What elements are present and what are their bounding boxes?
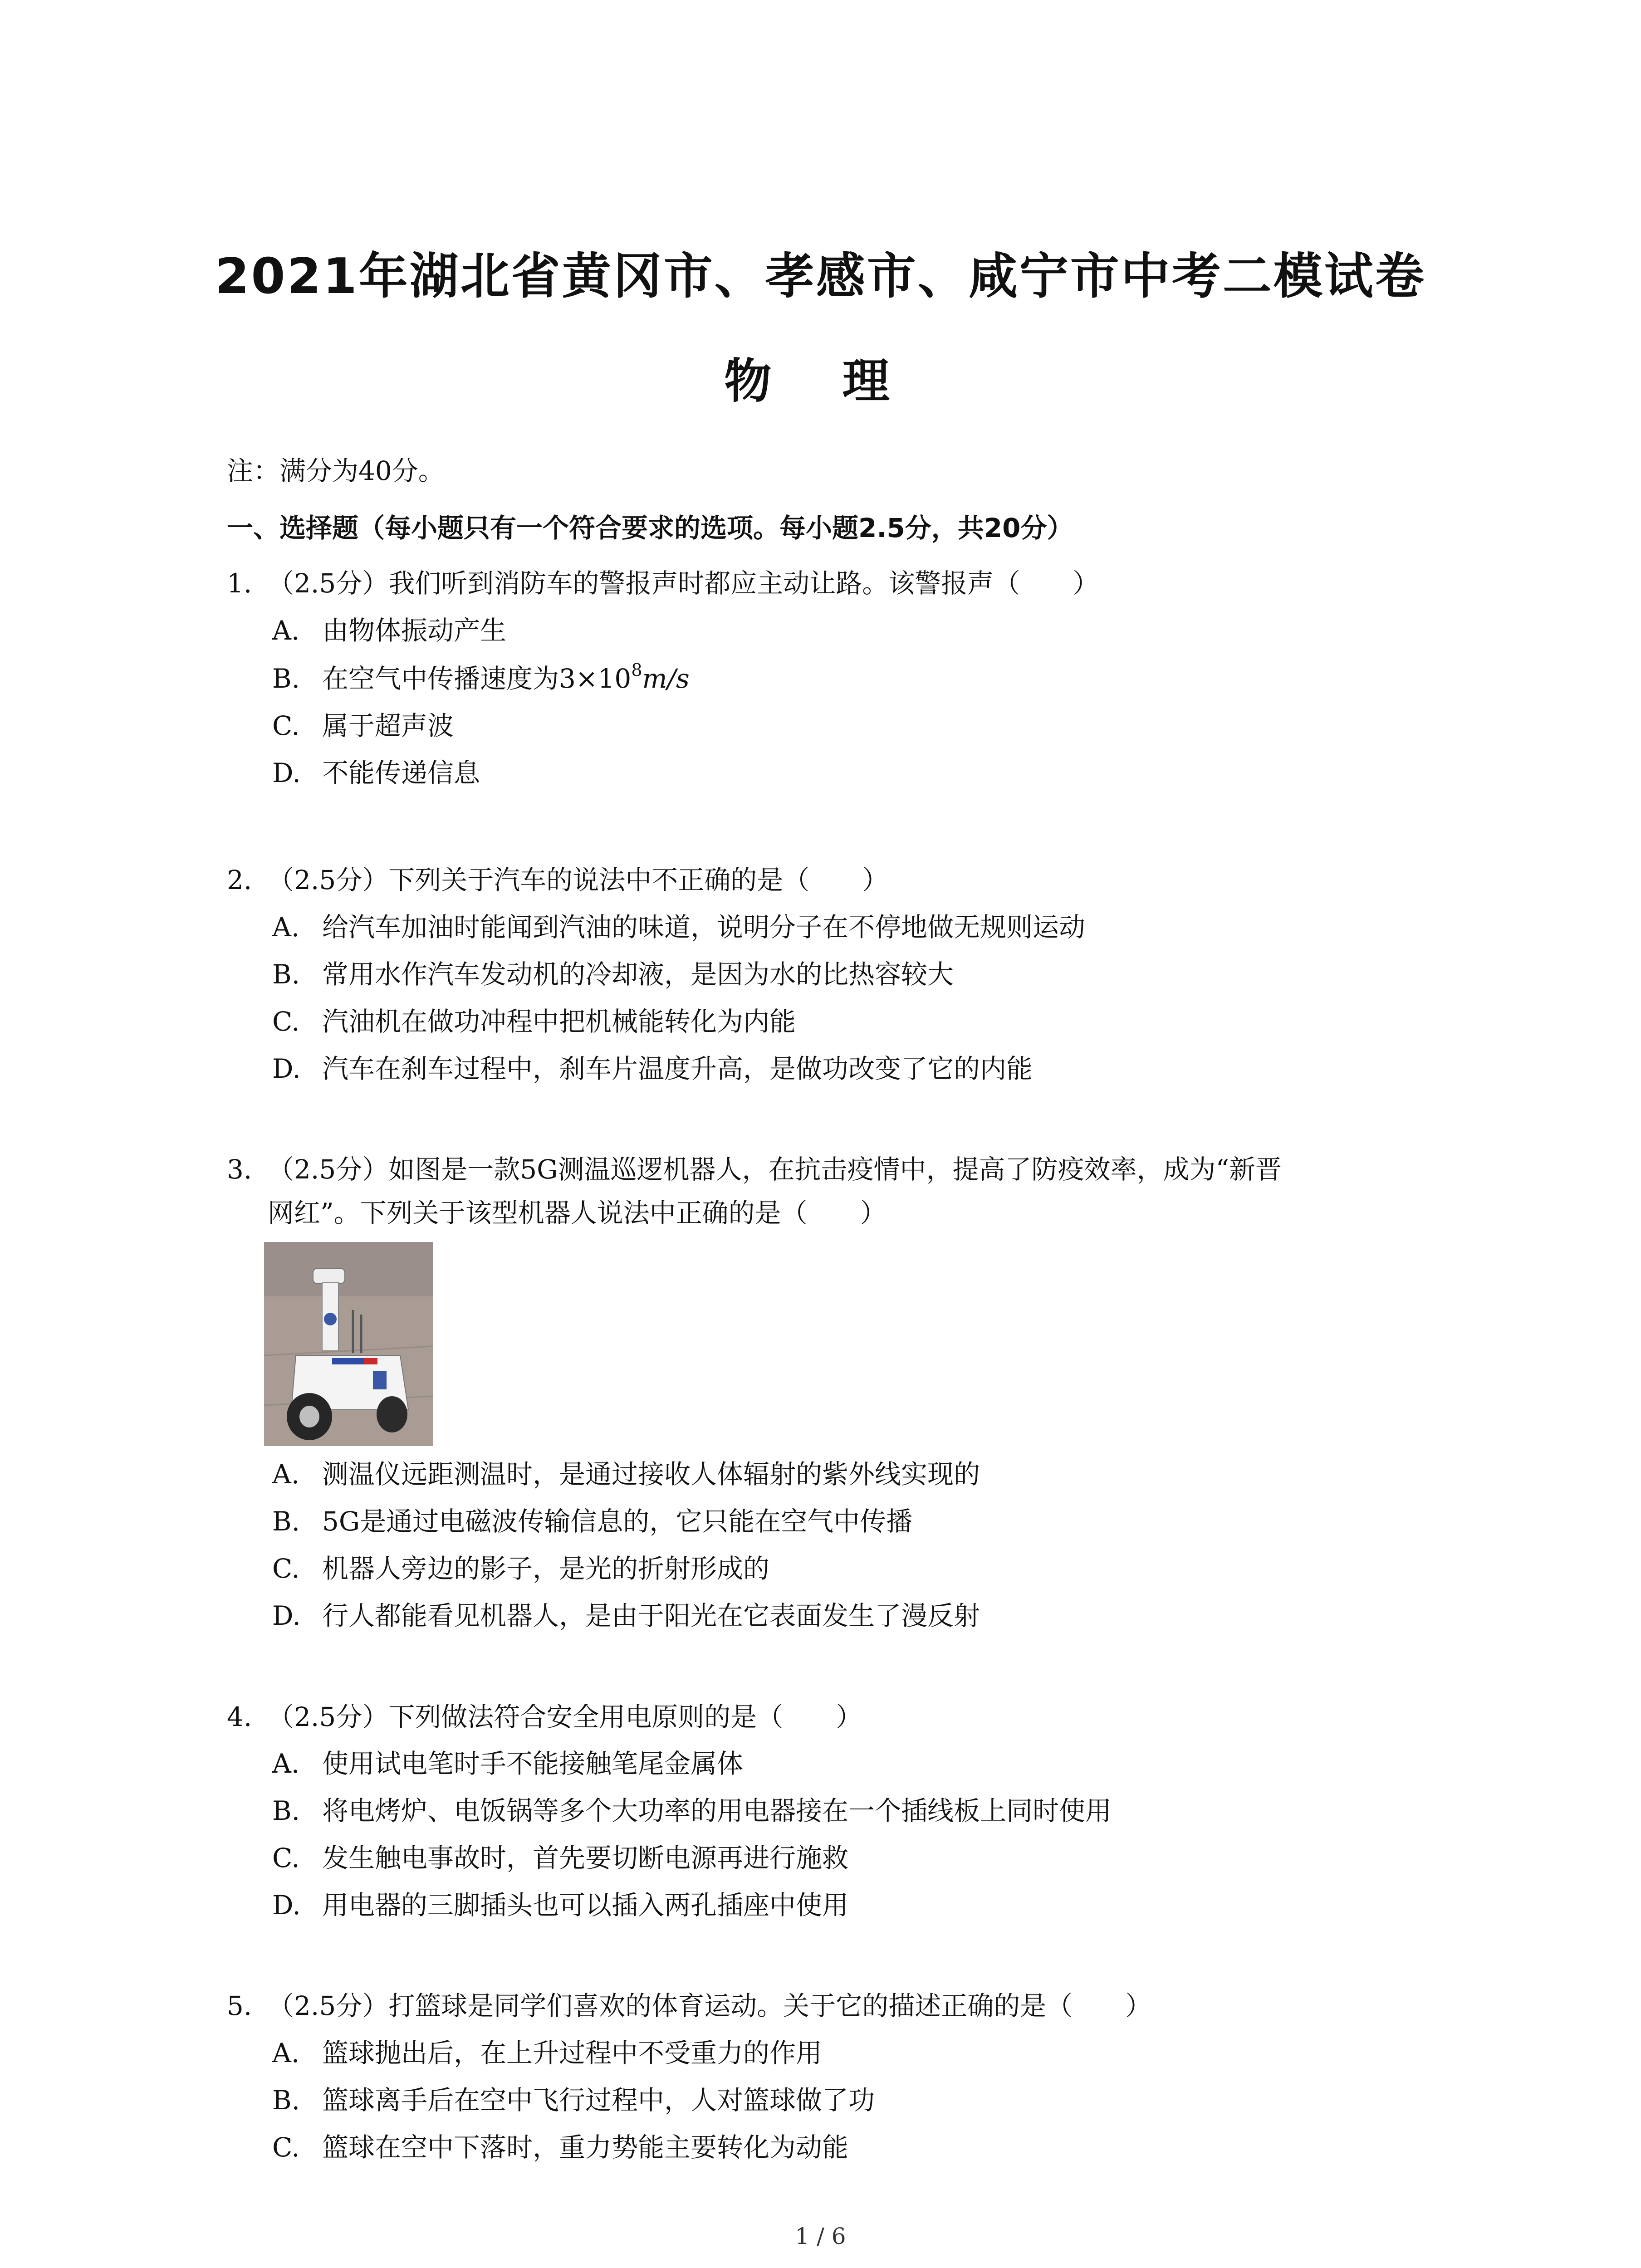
option-letter: D. — [272, 1053, 301, 1084]
option-text: 篮球在空中下落时，重力势能主要转化为动能 — [322, 2132, 849, 2163]
section-heading: 一、选择题（每小题只有一个符合要求的选项。每小题2.5分，共20分） — [227, 513, 1073, 543]
question-text: （2.5分）如图是一款5G测温巡逻机器人，在抗击疫情中，提高了防疫效率，成为“新晋 — [268, 1154, 1282, 1185]
option-text: 篮球抛出后，在上升过程中不受重力的作用 — [322, 2038, 823, 2068]
question-2-option-c — [272, 1003, 796, 1040]
option-text: 不能传递信息 — [322, 758, 480, 788]
question-3-option-b — [272, 1503, 912, 1540]
question-3-option-a — [272, 1456, 980, 1492]
unit: m/s — [642, 663, 690, 694]
option-text: 用电器的三脚插头也可以插入两孔插座中使用 — [322, 1890, 849, 1921]
question-text: （2.5分）下列关于汽车的说法中不正确的是（ ） — [268, 865, 889, 895]
option-letter: C. — [272, 2132, 300, 2163]
option-letter: D. — [272, 1890, 301, 1921]
option-text: 测温仪远距测温时，是通过接收人体辐射的紫外线实现的 — [322, 1459, 980, 1490]
question-5-option-b — [272, 2082, 875, 2118]
option-letter: B. — [272, 1506, 300, 1537]
question-2-stem — [227, 862, 888, 898]
option-text: 将电烤炉、电饭锅等多个大功率的用电器接在一个插线板上同时使用 — [322, 1795, 1112, 1826]
question-number: 2. — [227, 865, 252, 895]
option-text: 篮球离手后在空中飞行过程中，人对篮球做了功 — [322, 2085, 875, 2116]
question-4-stem — [227, 1699, 862, 1735]
question-4-option-d — [272, 1887, 848, 1923]
score-note: 注：满分为40分。 — [227, 455, 445, 486]
question-number: 5. — [227, 1990, 252, 2021]
question-2-option-d — [272, 1051, 1033, 1087]
question-1-option-d — [272, 755, 480, 791]
question-3-stem — [227, 1151, 1282, 1188]
option-letter: D. — [272, 1600, 301, 1631]
option-letter: C. — [272, 1843, 300, 1873]
question-number: 4. — [227, 1701, 252, 1732]
question-4-option-a — [272, 1745, 743, 1782]
question-5-option-c — [272, 2129, 848, 2165]
option-letter: B. — [272, 959, 300, 990]
option-text: 属于超声波 — [322, 710, 454, 741]
option-text: 行人都能看见机器人，是由于阳光在它表面发生了漫反射 — [322, 1600, 980, 1631]
question-2-option-a — [272, 909, 1085, 945]
option-text: 在空气中传播速度为3×10 — [322, 663, 632, 694]
option-text: 使用试电笔时手不能接触笔尾金属体 — [322, 1748, 744, 1779]
option-text: 由物体振动产生 — [322, 615, 507, 646]
option-letter: A. — [272, 615, 300, 646]
question-3-stem-continued: 网红”。下列关于该型机器人说法中正确的是（ ） — [268, 1198, 887, 1228]
option-letter: A. — [272, 912, 300, 943]
question-5-option-a — [272, 2035, 822, 2071]
option-letter: B. — [272, 2085, 300, 2116]
option-text: 常用水作汽车发动机的冷却液，是因为水的比热容较大 — [322, 959, 954, 990]
option-letter: C. — [272, 1006, 300, 1037]
question-text: （2.5分）下列做法符合安全用电原则的是（ ） — [268, 1701, 862, 1732]
question-1-option-c — [272, 708, 454, 744]
question-number: 3. — [227, 1154, 252, 1185]
question-text: （2.5分）我们听到消防车的警报声时都应主动让路。该警报声（ ） — [268, 568, 1099, 599]
option-text: 汽油机在做功冲程中把机械能转化为内能 — [322, 1006, 796, 1037]
question-text: （2.5分）打篮球是同学们喜欢的体育运动。关于它的描述正确的是（ ） — [268, 1990, 1152, 2021]
option-letter: C. — [272, 1553, 300, 1584]
page-number: 1 / 6 — [795, 2223, 846, 2249]
subject-title: 物 理 — [724, 353, 917, 409]
option-letter: A. — [272, 1748, 300, 1779]
option-text: 机器人旁边的影子，是光的折射形成的 — [322, 1553, 770, 1584]
question-3-option-d — [272, 1598, 980, 1634]
question-4-option-c — [272, 1840, 848, 1876]
option-letter: A. — [272, 1459, 300, 1490]
robot-photo — [264, 1242, 433, 1446]
question-3-option-c — [272, 1550, 769, 1587]
option-letter: B. — [272, 663, 300, 694]
question-1-option-b — [272, 660, 690, 697]
question-1-stem — [227, 565, 1099, 601]
question-4-option-b — [272, 1793, 1112, 1829]
question-number: 1. — [227, 568, 252, 599]
option-text: 汽车在刹车过程中，刹车片温度升高，是做功改变了它的内能 — [322, 1053, 1033, 1084]
option-text: 5G是通过电磁波传输信息的，它只能在空气中传播 — [322, 1506, 913, 1537]
option-letter: C. — [272, 710, 300, 741]
option-letter: B. — [272, 1795, 300, 1826]
question-2-option-b — [272, 956, 954, 992]
question-1-option-a — [272, 612, 506, 649]
question-5-stem — [227, 1988, 1151, 2024]
option-text: 发生触电事故时，首先要切断电源再进行施救 — [322, 1843, 849, 1873]
option-letter: D. — [272, 758, 301, 788]
option-text: 给汽车加油时能闻到汽油的味道，说明分子在不停地做无规则运动 — [322, 912, 1086, 943]
page-title: 2021年湖北省黄冈市、孝感市、咸宁市中考二模试卷 — [215, 248, 1426, 305]
exponent: 8 — [631, 660, 642, 680]
option-letter: A. — [272, 2038, 300, 2068]
